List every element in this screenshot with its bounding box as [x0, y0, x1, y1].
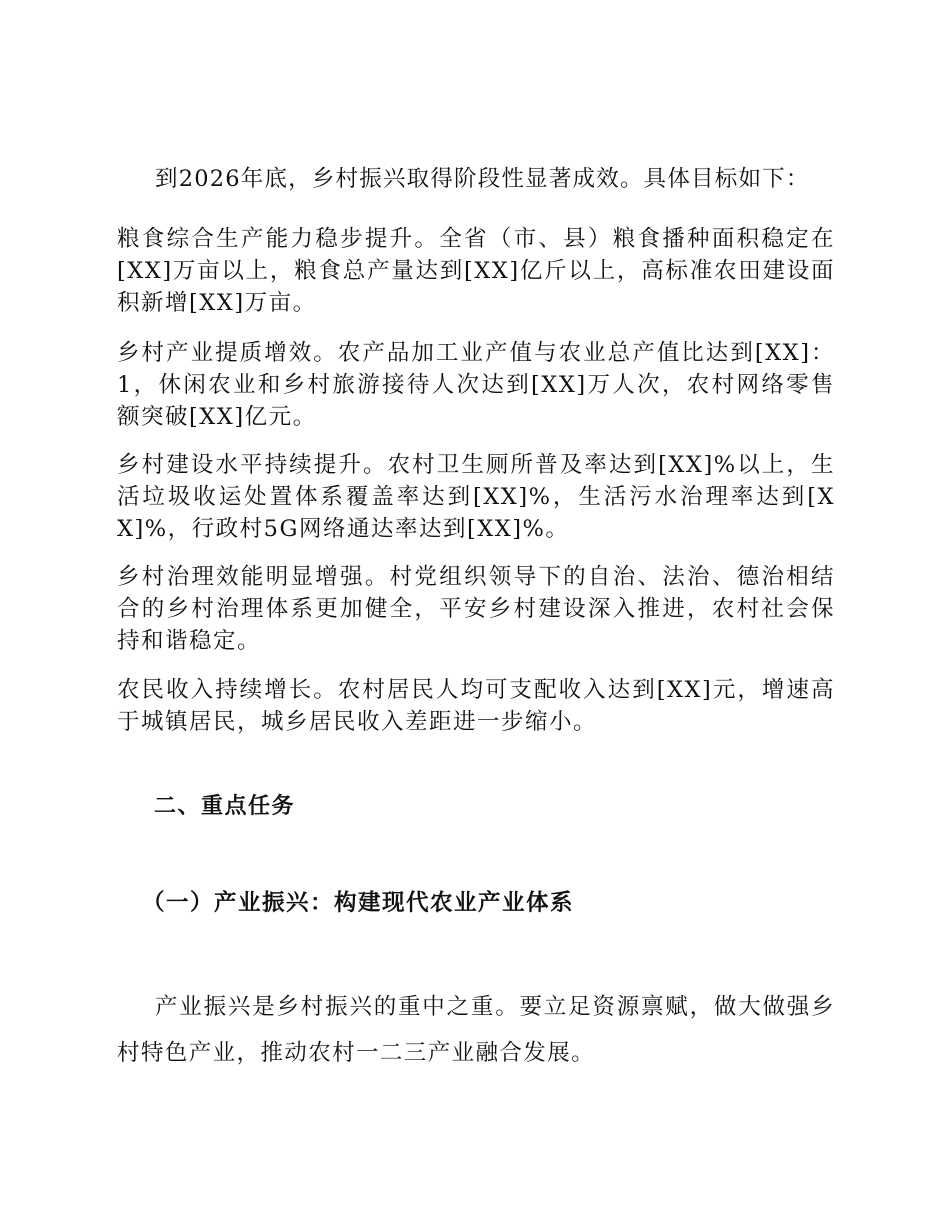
subsection-heading: （一）产业振兴：构建现代农业产业体系	[142, 890, 575, 916]
goal-rural-governance: 乡村治理效能明显增强。村党组织领导下的自治、法治、德治相结合的乡村治理体系更加健全，平安乡村建设深入推进，农村社会保持和谐稳定。	[117, 564, 835, 654]
closing-paragraph: 产业振兴是乡村振兴的重中之重。要立足资源禀赋，做大做强乡村特色产业，推动农村一二三产业融合发展。	[117, 994, 835, 1066]
intro-paragraph: 到2026年底，乡村振兴取得阶段性显著成效。具体目标如下：	[155, 166, 810, 192]
goal-rural-industry: 乡村产业提质增效。农产品加工业产值与农业总产值比达到[XX]：1，休闲农业和乡村旅游接待人次达到[XX]万人次，农村网络零售额突破[XX]亿元。	[117, 340, 835, 430]
goal-rural-construction: 乡村建设水平持续提升。农村卫生厕所普及率达到[XX]%以上，生活垃圾收运处置体系覆盖率达到[XX]%，生活污水治理率达到[XX]%，行政村5G网络通达率达到[XX]%。	[117, 452, 835, 542]
goal-grain-production: 粮食综合生产能力稳步提升。全省（市、县）粮食播种面积稳定在[XX]万亩以上，粮食总产量达到[XX]亿斤以上，高标准农田建设面积新增[XX]万亩。	[117, 226, 835, 316]
goal-farmer-income: 农民收入持续增长。农村居民人均可支配收入达到[XX]元，增速高于城镇居民，城乡居民收入差距进一步缩小。	[117, 677, 835, 735]
section-heading: 二、重点任务	[154, 794, 296, 819]
